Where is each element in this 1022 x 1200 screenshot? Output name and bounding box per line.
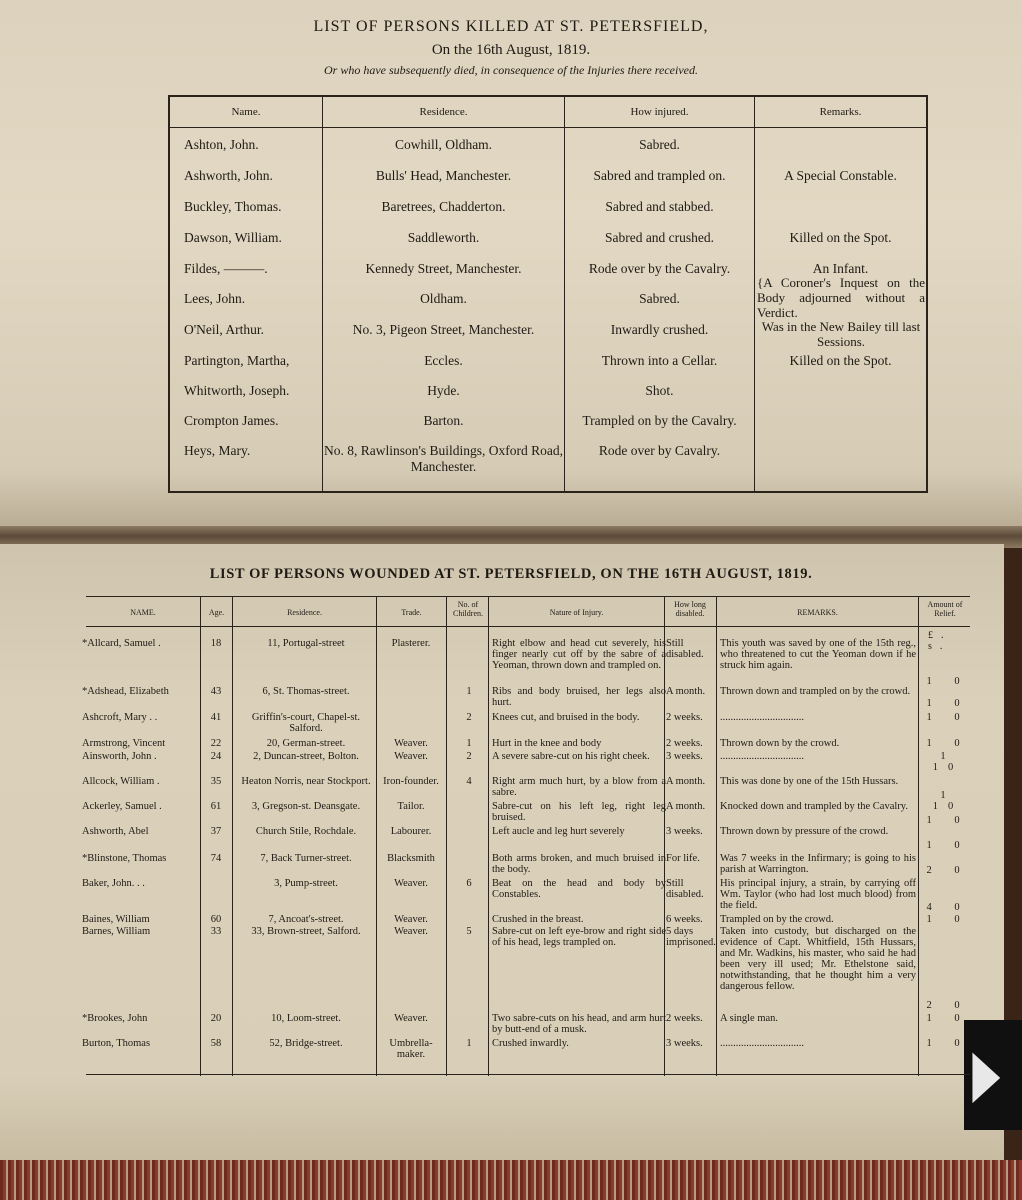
header-trade: Trade. bbox=[401, 608, 422, 617]
killed-injury: Sabred. bbox=[639, 291, 680, 306]
wounded-trade: Umbrella-maker. bbox=[389, 1038, 433, 1060]
wounded-age: 61 bbox=[210, 801, 222, 812]
killed-injury: Sabred and crushed. bbox=[604, 230, 715, 245]
wounded-disabled: 3 weeks. bbox=[666, 826, 703, 837]
killed-table bbox=[168, 95, 928, 493]
wounded-injury: Sabre-cut on his left leg, right leg bruised. bbox=[492, 801, 666, 823]
wounded-remarks: ................................ bbox=[720, 1038, 804, 1049]
wounded-residence: 2, Duncan-street, Bolton. bbox=[253, 751, 359, 762]
killed-row bbox=[170, 275, 926, 321]
killed-injury: Thrown into a Cellar. bbox=[601, 353, 718, 368]
wounded-name: Baker, John. . . bbox=[82, 878, 145, 889]
wounded-remarks: Thrown down by pressure of the crowd. bbox=[720, 826, 889, 837]
killed-name: Fildes, ———. bbox=[184, 261, 268, 276]
killed-injury: Rode over by the Cavalry. bbox=[588, 261, 731, 276]
header-name: Name. bbox=[231, 106, 261, 118]
wounded-injury: Crushed inwardly. bbox=[492, 1038, 569, 1049]
wounded-relief: 1 0 bbox=[926, 698, 970, 709]
killed-name: Buckley, Thomas. bbox=[184, 199, 282, 214]
wounded-disabled: 2 weeks. bbox=[666, 712, 703, 723]
wounded-relief: 2 0 bbox=[926, 1000, 970, 1011]
header-disabled: How long disabled. bbox=[674, 600, 706, 618]
wounded-injury: Two sabre-cuts on his head, and arm hurt by butt-end of a musk. bbox=[492, 1013, 666, 1035]
wounded-remarks: ................................ bbox=[720, 712, 804, 723]
wounded-age: 22 bbox=[210, 738, 222, 749]
wounded-children: 2 bbox=[466, 712, 472, 723]
wounded-name: Allcock, William . bbox=[82, 776, 160, 787]
killed-name: Crompton James. bbox=[184, 413, 279, 428]
wounded-residence: 6, St. Thomas-street. bbox=[262, 686, 350, 697]
wounded-trade: Tailor. bbox=[397, 801, 425, 812]
wounded-remarks: Trampled on by the crowd. bbox=[720, 914, 834, 925]
killed-injury: Sabred and trampled on. bbox=[593, 168, 726, 183]
wounded-trade: Weaver. bbox=[394, 878, 428, 889]
killed-residence: Kennedy Street, Manchester. bbox=[365, 261, 522, 276]
wounded-trade: Weaver. bbox=[394, 914, 428, 925]
wounded-residence: 52, Bridge-street. bbox=[269, 1038, 343, 1049]
wounded-remarks: This was done by one of the 15th Hussars. bbox=[720, 776, 899, 787]
killed-remarks: An Infant. bbox=[812, 261, 869, 276]
column-rule bbox=[376, 596, 377, 1076]
wounded-children: 6 bbox=[466, 878, 472, 889]
wounded-trade: Weaver. bbox=[394, 1013, 428, 1024]
column-rule bbox=[232, 596, 233, 1076]
wounded-disabled: A month. bbox=[666, 776, 706, 787]
wounded-injury: Ribs and body bruised, her legs also hurt. bbox=[492, 686, 666, 708]
wounded-children: 1 bbox=[466, 738, 472, 749]
wounded-name: *Allcard, Samuel . bbox=[82, 638, 161, 649]
wounded-relief: 4 0 bbox=[926, 902, 970, 913]
wounded-age: 74 bbox=[210, 853, 222, 864]
wounded-injury: Both arms broken, and much bruised in the body. bbox=[492, 853, 666, 875]
killed-residence: Cowhill, Oldham. bbox=[394, 137, 493, 152]
killed-residence: Baretrees, Chadderton. bbox=[381, 199, 506, 214]
wounded-remarks: Was 7 weeks in the Infirmary; is going to his parish at Warrington. bbox=[720, 853, 916, 875]
header-residence: Residence. bbox=[287, 608, 322, 617]
header-injury: How injured. bbox=[630, 106, 689, 118]
wounded-age: 60 bbox=[210, 914, 222, 925]
killed-injury: Inwardly crushed. bbox=[610, 322, 709, 337]
wounded-name: Baines, William bbox=[82, 914, 150, 925]
killed-row bbox=[170, 443, 926, 473]
wounded-name: Burton, Thomas bbox=[82, 1038, 151, 1049]
wounded-injury: Crushed in the breast. bbox=[492, 914, 584, 925]
wounded-residence: 7, Ancoat's-street. bbox=[268, 914, 344, 925]
top-rule bbox=[86, 596, 970, 597]
killed-name: Lees, John. bbox=[184, 291, 246, 306]
killed-injury: Sabred and stabbed. bbox=[605, 199, 714, 214]
wounded-injury: Beat on the head and body by Constables. bbox=[492, 878, 666, 900]
wounded-remarks: ................................ bbox=[720, 751, 804, 762]
wounded-trade: Weaver. bbox=[394, 738, 428, 749]
wounded-age: 18 bbox=[210, 638, 222, 649]
killed-remarks: Was in the New Bailey till last Sessions. bbox=[761, 319, 921, 349]
killed-row bbox=[170, 137, 926, 167]
killed-row bbox=[170, 199, 926, 229]
wounded-injury: Hurt in the knee and body bbox=[492, 738, 602, 749]
wounded-disabled: 2 weeks. bbox=[666, 738, 703, 749]
wounded-remarks: This youth was saved by one of the 15th reg., who threatened to cut the Yeoman down if he struck him again. bbox=[720, 638, 916, 671]
wounded-age: 20 bbox=[210, 1013, 222, 1024]
killed-row bbox=[170, 413, 926, 443]
wounded-injury: Right elbow and head cut severely, his finger nearly cut off by the sabre of a Yeoman, thrown down and trampled on. bbox=[492, 638, 666, 671]
header-children: No. of Children. bbox=[453, 600, 483, 618]
wounded-residence: Church Stile, Rochdale. bbox=[255, 826, 357, 837]
header-remarks: REMARKS. bbox=[797, 608, 838, 617]
wounded-children: 4 bbox=[466, 776, 472, 787]
wounded-name: Ackerley, Samuel . bbox=[82, 801, 162, 812]
wounded-disabled: 3 weeks. bbox=[666, 751, 703, 762]
wounded-disabled: For life. bbox=[666, 853, 700, 864]
wounded-children: 2 bbox=[466, 751, 472, 762]
wounded-age: 33 bbox=[210, 926, 222, 937]
killed-residence: Saddleworth. bbox=[407, 230, 480, 245]
header-remarks: Remarks. bbox=[819, 106, 862, 118]
wounded-disabled: A month. bbox=[666, 801, 706, 812]
wounded-disabled: Still disabled. bbox=[666, 638, 704, 660]
wounded-disabled: 3 weeks. bbox=[666, 1038, 703, 1049]
killed-row bbox=[170, 230, 926, 260]
killed-residence: No. 3, Pigeon Street, Manchester. bbox=[352, 322, 535, 337]
wounded-remarks: Taken into custody, but discharged on the evidence of Capt. Whitfield, 15th Hussars, and Mr. Wadkins, his master, who said he had been very ill used; Mr. Ethelstone said, notwithstanding, that he thought him a very dangerous fellow. bbox=[720, 926, 916, 992]
killed-remarks: {A Coroner's Inquest on the Body adjourned without a Verdict. bbox=[757, 275, 925, 320]
header-relief: Amount of Relief. bbox=[927, 600, 963, 618]
column-rule bbox=[488, 596, 489, 1076]
killed-residence: Oldham. bbox=[420, 291, 467, 306]
wounded-injury: Left aucle and leg hurt severely bbox=[492, 826, 625, 837]
wounded-trade: Blacksmith bbox=[387, 853, 435, 864]
play-next-icon[interactable]: ▶ bbox=[972, 1034, 1001, 1111]
killed-row bbox=[170, 383, 926, 413]
wounded-disabled: 6 weeks. bbox=[666, 914, 703, 925]
currency-header: £. s. bbox=[928, 630, 952, 652]
column-rule bbox=[446, 596, 447, 1076]
wounded-injury: A severe sabre-cut on his right cheek. bbox=[492, 751, 650, 762]
killed-injury: Shot. bbox=[645, 383, 674, 398]
column-rule bbox=[918, 596, 919, 1076]
wounded-remarks: Thrown down by the crowd. bbox=[720, 738, 840, 749]
wounded-trade: Plasterer. bbox=[391, 638, 431, 649]
wounded-name: Barnes, William bbox=[82, 926, 151, 937]
killed-remarks: Killed on the Spot. bbox=[789, 353, 892, 368]
wounded-relief: 1 10 bbox=[932, 751, 964, 773]
killed-residence: Bulls' Head, Manchester. bbox=[375, 168, 512, 183]
killed-residence: Barton. bbox=[423, 413, 464, 428]
wounded-remarks: A single man. bbox=[720, 1013, 779, 1024]
killed-injury: Trampled on by the Cavalry. bbox=[582, 413, 737, 428]
wounded-name: *Blinstone, Thomas bbox=[82, 853, 167, 864]
wounded-trade: Labourer. bbox=[390, 826, 432, 837]
wounded-residence: Heaton Norris, near Stockport. bbox=[241, 776, 371, 787]
wounded-disabled: A month. bbox=[666, 686, 706, 697]
killed-name: O'Neil, Arthur. bbox=[184, 322, 265, 337]
wounded-residence: 11, Portugal-street bbox=[267, 638, 345, 649]
wounded-table bbox=[82, 596, 970, 1076]
killed-name: Heys, Mary. bbox=[184, 443, 251, 458]
wounded-relief: 1 0 bbox=[926, 914, 970, 925]
wounded-relief: 1 10 bbox=[932, 790, 964, 812]
killed-injury: Rode over by Cavalry. bbox=[598, 443, 721, 458]
killed-row bbox=[170, 319, 926, 352]
wounded-children: 5 bbox=[466, 926, 472, 937]
wounded-residence: 10, Loom-street. bbox=[271, 1013, 341, 1024]
wounded-age: 41 bbox=[210, 712, 222, 723]
wounded-title: LIST OF PERSONS WOUNDED AT ST. PETERSFIELD, ON THE 16TH AUGUST, 1819. bbox=[209, 566, 813, 582]
wounded-disabled: 5 days imprisoned. bbox=[666, 926, 716, 948]
killed-residence: Eccles. bbox=[424, 353, 463, 368]
wounded-remarks: His principal injury, a strain, by carrying off Wm. Taylor (who had lost much blood) from the field. bbox=[720, 878, 916, 911]
wounded-age: 24 bbox=[210, 751, 222, 762]
wounded-children: 1 bbox=[466, 686, 472, 697]
wounded-age: 37 bbox=[210, 826, 222, 837]
wounded-residence: Griffin's-court, Chapel-st. Salford. bbox=[251, 712, 361, 734]
killed-residence: No. 8, Rawlinson's Buildings, Oxford Road, Manchester. bbox=[323, 443, 564, 474]
killed-row bbox=[170, 168, 926, 198]
wounded-residence: 20, German-street. bbox=[266, 738, 346, 749]
wounded-remarks: Knocked down and trampled by the Cavalry. bbox=[720, 801, 908, 812]
killed-name: Dawson, William. bbox=[184, 230, 282, 245]
wounded-age: 58 bbox=[210, 1038, 222, 1049]
wounded-residence: 3, Pump-street. bbox=[274, 878, 338, 889]
header-age: Age. bbox=[208, 608, 225, 617]
killed-remarks: Killed on the Spot. bbox=[789, 230, 892, 245]
header-rule bbox=[86, 626, 970, 627]
wounded-injury: Sabre-cut on left eye-brow and right side of his head, legs trampled on. bbox=[492, 926, 666, 948]
wounded-age: 35 bbox=[210, 776, 222, 787]
killed-name: Whitworth, Joseph. bbox=[184, 383, 290, 398]
wounded-relief: 1 0 bbox=[926, 712, 970, 723]
killed-name: Ashton, John. bbox=[184, 137, 259, 152]
wounded-relief: 1 0 bbox=[926, 676, 970, 687]
wounded-trade: Weaver. bbox=[394, 926, 428, 937]
header-injury: Nature of Injury. bbox=[549, 608, 604, 617]
wounded-relief: 1 0 bbox=[926, 1013, 970, 1024]
wounded-name: Ashcroft, Mary . . bbox=[82, 712, 158, 723]
wounded-relief: 2 0 bbox=[926, 865, 970, 876]
wounded-disabled: 2 weeks. bbox=[666, 1013, 703, 1024]
wounded-name: Ashworth, Abel bbox=[82, 826, 149, 837]
header-name: NAME. bbox=[130, 608, 156, 617]
wounded-name: Ainsworth, John . bbox=[82, 751, 157, 762]
killed-note: Or who have subsequently died, in consequence of the Injuries there received. bbox=[324, 63, 698, 77]
wounded-residence: 7, Back Turner-street. bbox=[260, 853, 352, 864]
page-edges bbox=[0, 1160, 1022, 1200]
wounded-remarks: Thrown down and trampled on by the crowd. bbox=[720, 686, 911, 697]
killed-row bbox=[170, 353, 926, 383]
wounded-trade: Iron-founder. bbox=[383, 776, 439, 787]
killed-name: Partington, Martha, bbox=[184, 353, 290, 368]
wounded-relief: 1 0 bbox=[926, 1038, 970, 1049]
wounded-relief: 1 0 bbox=[926, 815, 970, 826]
killed-title: LIST OF PERSONS KILLED AT ST. PETERSFIELD, bbox=[313, 18, 709, 35]
header-rule bbox=[170, 127, 926, 128]
wounded-relief: 1 0 bbox=[926, 840, 970, 851]
killed-name: Ashworth, John. bbox=[184, 168, 273, 183]
column-rule bbox=[200, 596, 201, 1076]
wounded-injury: Knees cut, and bruised in the body. bbox=[492, 712, 640, 723]
column-rule bbox=[716, 596, 717, 1076]
wounded-children: 1 bbox=[466, 1038, 472, 1049]
wounded-name: *Adshead, Elizabeth bbox=[82, 686, 169, 697]
killed-residence: Hyde. bbox=[427, 383, 460, 398]
header-residence: Residence. bbox=[419, 106, 468, 118]
wounded-age: 43 bbox=[210, 686, 222, 697]
wounded-name: *Brookes, John bbox=[82, 1013, 148, 1024]
wounded-residence: 33, Brown-street, Salford. bbox=[251, 926, 361, 937]
wounded-name: Armstrong, Vincent bbox=[82, 738, 166, 749]
wounded-relief: 1 0 bbox=[926, 738, 970, 749]
wounded-disabled: Still disabled. bbox=[666, 878, 704, 900]
killed-date: On the 16th August, 1819. bbox=[431, 42, 591, 58]
wounded-trade: Weaver. bbox=[394, 751, 428, 762]
wounded-residence: 3, Gregson-st. Deansgate. bbox=[251, 801, 361, 812]
bottom-rule bbox=[86, 1074, 970, 1075]
wounded-injury: Right arm much hurt, by a blow from a sabre. bbox=[492, 776, 666, 798]
killed-remarks: A Special Constable. bbox=[784, 168, 897, 183]
killed-injury: Sabred. bbox=[639, 137, 680, 152]
